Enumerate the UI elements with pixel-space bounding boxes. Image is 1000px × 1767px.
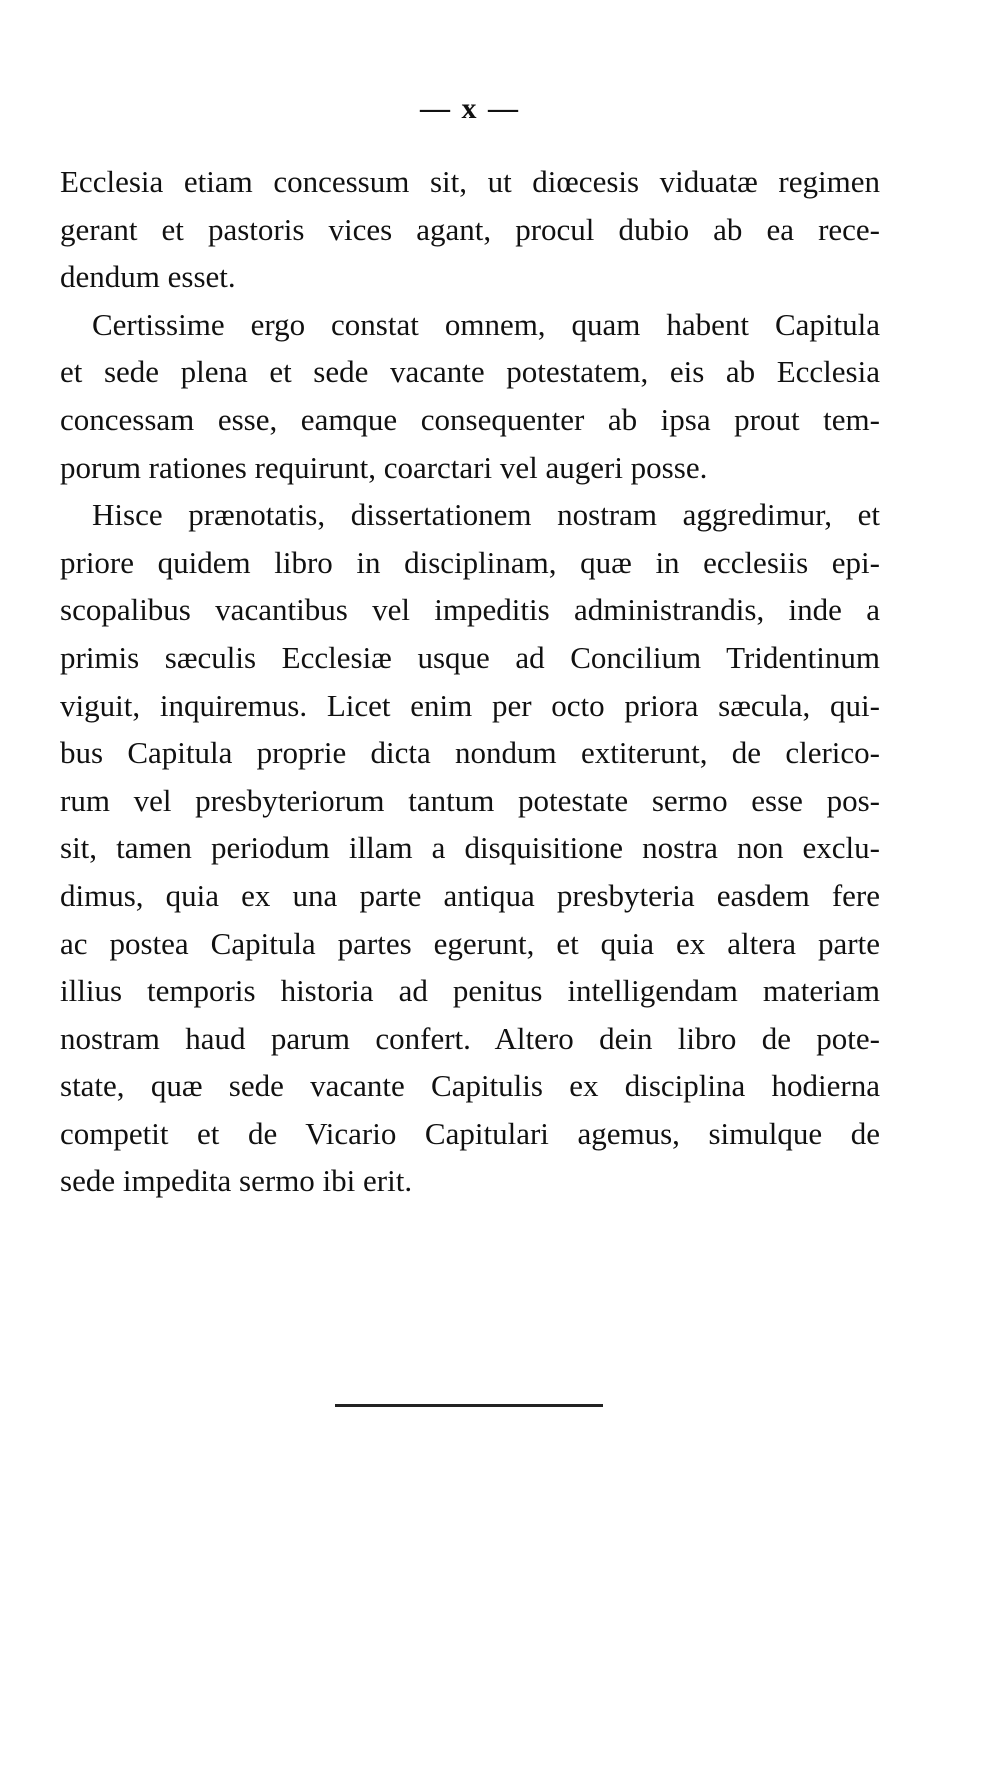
text-line: porum rationes requirunt, coarctari vel augeri posse. <box>60 449 708 485</box>
paragraph <box>60 301 880 491</box>
section-end-rule <box>335 1404 603 1407</box>
text-line: Hisce prænotatis, dissertationem nostram aggredimur, et <box>92 497 880 533</box>
text-line: dimus, quia ex una parte antiqua presbyteria easdem fere <box>60 877 880 913</box>
text-line: sede impedita sermo ibi erit. <box>60 1163 413 1199</box>
text-line: competit et de Vicario Capitulari agemus, simulque de <box>60 1115 880 1151</box>
text-line: sit, tamen periodum illam a disquisitione nostra non exclu- <box>60 830 880 866</box>
text-line: dendum esset. <box>60 259 236 295</box>
text-line: nostram haud parum confert. Altero dein libro de pote- <box>60 1020 880 1056</box>
text-line: Ecclesia etiam concessum sit, ut diœcesis viduatæ regimen <box>60 164 880 199</box>
text-line: primis sæculis Ecclesiæ usque ad Concilium Tridentinum <box>60 639 880 675</box>
text-line: concessam esse, eamque consequenter ab ipsa prout tem- <box>60 401 880 437</box>
text-line: rum vel presbyteriorum tantum potestate sermo esse pos- <box>60 782 880 818</box>
text-line: state, quæ sede vacante Capitulis ex disciplina hodierna <box>60 1068 880 1104</box>
text-line: priore quidem libro in disciplinam, quæ in ecclesiis epi- <box>60 544 880 580</box>
text-line: gerant et pastoris vices agant, procul dubio ab ea rece- <box>60 211 880 247</box>
page-number: — x — <box>420 92 520 125</box>
body-text <box>60 158 880 1205</box>
paragraph <box>60 158 880 301</box>
text-line: ac postea Capitula partes egerunt, et quia ex altera parte <box>60 925 880 961</box>
text-line: bus Capitula proprie dicta nondum extiterunt, de clerico- <box>60 735 880 771</box>
text-line: scopalibus vacantibus vel impeditis administrandis, inde a <box>60 592 880 628</box>
text-line: illius temporis historia ad penitus intelligendam materiam <box>60 973 880 1009</box>
paragraph <box>60 491 880 1205</box>
text-line: Certissime ergo constat omnem, quam habent Capitula <box>92 306 880 342</box>
text-line: et sede plena et sede vacante potestatem, eis ab Ecclesia <box>60 354 880 390</box>
text-line: viguit, inquiremus. Licet enim per octo priora sæcula, qui- <box>60 687 880 723</box>
